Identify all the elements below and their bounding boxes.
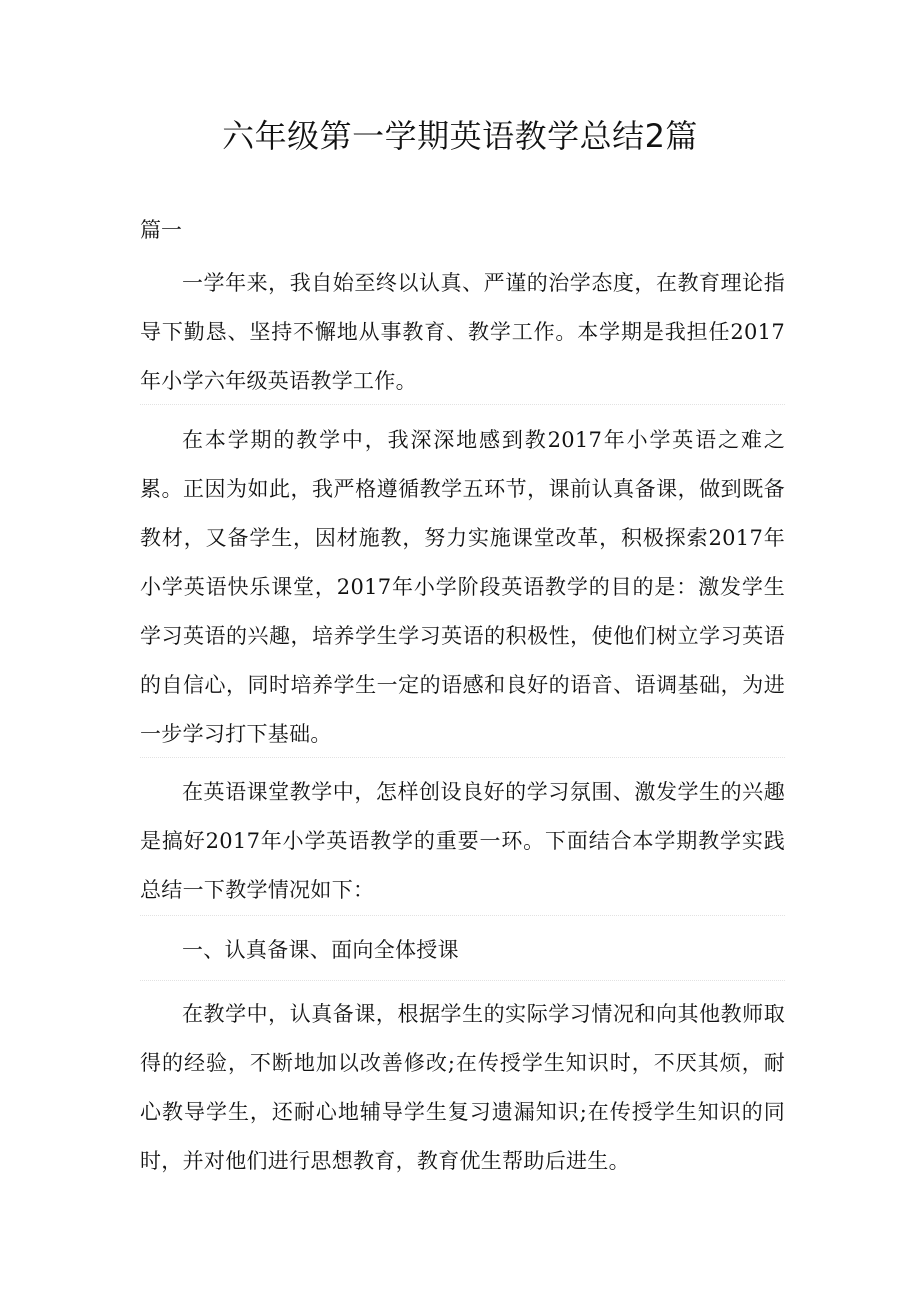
paragraph-teaching: 在本学期的教学中，我深深地感到教2017年小学英语之难之累。正因为如此，我严格遵循教学五环节，课前认真备课，做到既备教材，又备学生，因材施教，努力实施课堂改革，积极探索2017年小学英语快乐课堂，2017年小学阶段英语教学的目的是：激发学生学习英语的兴趣，培养学生学习英语的积极性，使他们树立学习英语的自信心，同时培养学生一定的语感和良好的语音、语调基础，为进一步学习打下基础。 — [140, 428, 785, 746]
divider — [140, 980, 785, 981]
paragraph-classroom: 在英语课堂教学中，怎样创设良好的学习氛围、激发学生的兴趣是搞好2017年小学英语教学的重要一环。下面结合本学期教学实践总结一下教学情况如下： — [140, 780, 785, 902]
document-title: 六年级第一学期英语教学总结2篇 — [222, 117, 698, 155]
divider — [140, 757, 785, 758]
section-label: 篇一 — [140, 218, 182, 242]
divider — [140, 404, 785, 405]
divider — [140, 915, 785, 916]
subheading-prepare-lessons: 一、认真备课、面向全体授课 — [182, 938, 459, 962]
paragraph-intro: 一学年来，我自始至终以认真、严谨的治学态度，在教育理论指导下勤恳、坚持不懈地从事教育、教学工作。本学期是我担任2017年小学六年级英语教学工作。 — [140, 271, 785, 393]
paragraph-lesson-preparation: 在教学中，认真备课，根据学生的实际学习情况和向其他教师取得的经验，不断地加以改善修改;在传授学生知识时，不厌其烦，耐心教导学生，还耐心地辅导学生复习遗漏知识;在传授学生知识的同时，并对他们进行思想教育，教育优生帮助后进生。 — [140, 1002, 785, 1173]
